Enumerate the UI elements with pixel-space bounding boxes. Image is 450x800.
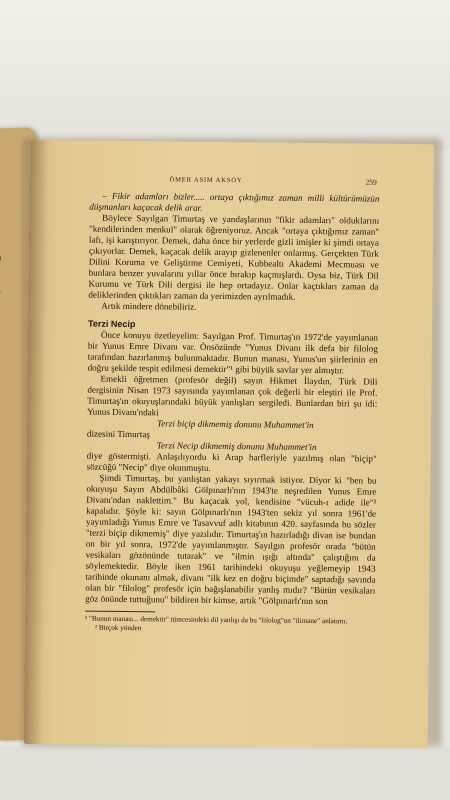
body-paragraph: Böylece Sayılgan Timurtaş ve yandaşlarının "fikir adamları" olduklarını "kendilerinden menkul" olarak öğreniyoruz. Ancak "ortaya çıktığımız zaman" lafı, işi karıştırıyor. Demek, daha önce bir yerlerde gizli imişler ki şimdi ortaya çıkıyorlar. Demek, kaçacak delik arayıp gizlenenler onlarmış. Gerçekten Türk Dilini Koruma ve Geliştirme Cemiyeti, Kubbealtı Akademi Mecmuası ve bunlara benzer yuvalarını yıllar önce bırakıp kaçmışlardı. Oysa biz, Türk Dil Kurumu ve Türk Dili dergisi ile hep ortadayız. Onlar kaçtıkları zaman da deliklerinden çıktıkları zaman da yerimizden ayrılmadık. bbox=[88, 212, 380, 302]
book-page bbox=[24, 140, 434, 748]
verse-quote: Terzi biçip dikmemiş donunu Muhammet'in bbox=[156, 418, 314, 430]
margin-fragment bbox=[0, 286, 1, 296]
body-line: dizesini Timurtaş bbox=[86, 428, 150, 440]
margin-fragment bbox=[0, 252, 1, 262]
body-paragraph: Emekli öğretmen (profesör değil) sayın Hikmet İlaydın, Türk Dili dergisinin Nisan 1973 sayısında yayımlanan çok değerli bir eleştiri ile Prof. Timurtaş'ın okuyuşlarındaki büyük yanlışları sergiledi. Bunlardan biri şu idi: Yunus Divanı'ndaki bbox=[87, 373, 378, 418]
body-paragraph: Önce konuyu özetleyelim: Sayılgan Prof. Timurtaş'ın 1972'de yayımlanan bir Yunus Emre Divanı var. Önsözünde "Yunus Divanı ilk defa bir filolog tarafından hazırlanmış bulunmaktadır. Bunun manası, Yunus'un şiirlerinin en doğru şekilde tespit edilmesi demektir"¹ gibi büyük savlar yer almıştır. bbox=[87, 329, 379, 376]
footnote: ¹ "Bunun manası... demektir" tümcesindeki dil yanlışı da bu "filolog"un "ilimane" anlatımı. bbox=[84, 614, 348, 626]
body-paragraph: Şimdi Timurtaş, bu yanlıştan yakayı sıyırmak istiyor. Diyor ki "ben bu okuyuşu Sayın Abdülbâki Gölpınarlı'nın 1943'te neşredilen Yunus Emre Divanı'ndan naklettim." Bu kaçacak yol, kendisine "vücuh-ı adide ile"² kapalıdır. Şöyle ki: sayın Gölpınarlı'nın 1943'ten sekiz yıl sonra 1961'de yayımladığı Yunus Emre ve Tasavvuf adlı kitabının 420. sayfasında bu sözler "terzi biçip dikmemiş" diye yazılıdır. Timurtaş'ın hazırladığı divan ise bundan on bir yıl sonra, 1972'de yayımlanmıştır. Sayılgın profesör orada "bütün vesikaları gözönünde tutarak" ve "ilmin ışığı altında" çalıştığını da söylemektedir. Böyle iken 1961 tarihindeki okuyuşu yeğlemeyip 1943 tarihinde okunanı almak, divanı "ilk kez en doğru biçimde" saptadığı savında olan bir "filolog" profesör için bağışlanabilir yanlış mıdır? "Bütün vesikaları göz önünde tuttuğunu" bildiren bir kimse, artık "Gölpınarlı'nın son bbox=[85, 472, 377, 607]
body-paragraph: diye göstermişti. Anlaşılıyordu ki Arap harfleriyle yazılmış olan "biçip" sözcüğü "Necip" diye okunmuştu. bbox=[86, 450, 377, 473]
page-number: 259 bbox=[365, 177, 377, 187]
page-body bbox=[85, 191, 380, 636]
verse-quote: Terzi Necip dikmemiş donunu Muhammet'in bbox=[156, 440, 317, 453]
table-background bbox=[0, 0, 450, 150]
footnote: ² Birçok yönden bbox=[94, 623, 142, 633]
section-heading: Terzi Necip bbox=[88, 318, 136, 330]
footnote-rule bbox=[85, 611, 155, 613]
table-surface bbox=[0, 745, 450, 800]
running-header: ÖMER ASIM AKSOY bbox=[169, 176, 243, 185]
body-paragraph: Artık mindere dönebiliriz. bbox=[101, 300, 197, 312]
opening-quote-paragraph: – Fikir adamları bizler..... ortaya çıktığımız zaman milli kültürümüzün düşmanları kaçacak delik arar. bbox=[89, 190, 380, 213]
